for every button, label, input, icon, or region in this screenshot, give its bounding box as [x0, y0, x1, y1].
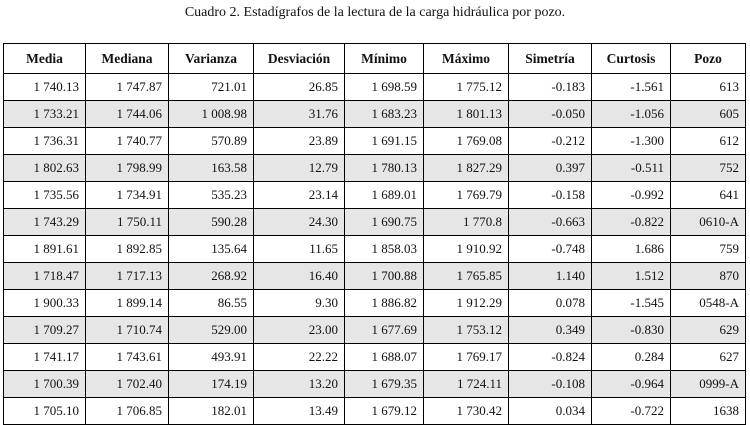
table-cell: 1 858.03: [345, 236, 424, 263]
table-cell: 1 679.12: [345, 398, 424, 425]
table-cell: 22.22: [254, 344, 345, 371]
table-cell: 1 710.74: [86, 317, 169, 344]
table-row: [4, 290, 746, 317]
table-cell: 752: [671, 155, 746, 182]
table-cell: 1 747.87: [86, 74, 169, 101]
table-cell: 1 700.88: [345, 263, 424, 290]
table-cell: 1 769.79: [424, 182, 509, 209]
table-cell: 1 886.82: [345, 290, 424, 317]
table-cell: 1 679.35: [345, 371, 424, 398]
table-cell: 174.19: [169, 371, 254, 398]
table-cell: 1 744.06: [86, 101, 169, 128]
table-cell: 0.284: [592, 344, 671, 371]
table-cell: -0.748: [509, 236, 592, 263]
table-cell: 23.00: [254, 317, 345, 344]
table-cell: 493.91: [169, 344, 254, 371]
table-cell: 1 899.14: [86, 290, 169, 317]
table-cell: 590.28: [169, 209, 254, 236]
table-cell: 1.686: [592, 236, 671, 263]
table-cell: 24.30: [254, 209, 345, 236]
table-cell: 570.89: [169, 128, 254, 155]
table-cell: 163.58: [169, 155, 254, 182]
table-cell: -1.056: [592, 101, 671, 128]
table-cell: 1 688.07: [345, 344, 424, 371]
table-cell: 1 891.61: [4, 236, 86, 263]
table-cell: 13.20: [254, 371, 345, 398]
table-cell: 1 717.13: [86, 263, 169, 290]
table-cell: -0.158: [509, 182, 592, 209]
table-row: [4, 182, 746, 209]
table-cell: 721.01: [169, 74, 254, 101]
table-cell: 0610-A: [671, 209, 746, 236]
table-cell: 0548-A: [671, 290, 746, 317]
table-row: [4, 101, 746, 128]
table-cell: 1 740.77: [86, 128, 169, 155]
table-body: [4, 74, 746, 425]
table-row: [4, 398, 746, 425]
table-row: [4, 371, 746, 398]
table-cell: -1.561: [592, 74, 671, 101]
table-cell: 1 008.98: [169, 101, 254, 128]
table-cell: 629: [671, 317, 746, 344]
table-row: [4, 74, 746, 101]
table-cell: 1 900.33: [4, 290, 86, 317]
table-row: [4, 209, 746, 236]
table-cell: 182.01: [169, 398, 254, 425]
table-cell: 26.85: [254, 74, 345, 101]
table-cell: 1 702.40: [86, 371, 169, 398]
table-row: [4, 155, 746, 182]
table-cell: 1 705.10: [4, 398, 86, 425]
table-cell: 0999-A: [671, 371, 746, 398]
table-row: [4, 263, 746, 290]
table-cell: 1 730.42: [424, 398, 509, 425]
table-cell: 1 775.12: [424, 74, 509, 101]
table-cell: 12.79: [254, 155, 345, 182]
table-cell: 135.64: [169, 236, 254, 263]
table-cell: 1 718.47: [4, 263, 86, 290]
table-cell: 1 691.15: [345, 128, 424, 155]
table-cell: 1 734.91: [86, 182, 169, 209]
table-cell: 1.512: [592, 263, 671, 290]
table-cell: 535.23: [169, 182, 254, 209]
table-cell: 613: [671, 74, 746, 101]
table-cell: 1 798.99: [86, 155, 169, 182]
table-cell: -0.992: [592, 182, 671, 209]
column-header: Simetría: [509, 44, 592, 74]
table-cell: 0.034: [509, 398, 592, 425]
table-cell: 1 741.17: [4, 344, 86, 371]
table-cell: 1 735.56: [4, 182, 86, 209]
table-cell: 1 743.29: [4, 209, 86, 236]
column-header: Mediana: [86, 44, 169, 74]
table-cell: 1 801.13: [424, 101, 509, 128]
table-cell: -1.300: [592, 128, 671, 155]
table-cell: 1 827.29: [424, 155, 509, 182]
table-row: [4, 236, 746, 263]
table-cell: 612: [671, 128, 746, 155]
table-cell: 870: [671, 263, 746, 290]
table-cell: 759: [671, 236, 746, 263]
table-row: [4, 344, 746, 371]
table-cell: 1 802.63: [4, 155, 86, 182]
table-cell: 1 769.17: [424, 344, 509, 371]
table-cell: 1 740.13: [4, 74, 86, 101]
table-cell: 13.49: [254, 398, 345, 425]
column-header: Pozo: [671, 44, 746, 74]
table-cell: 605: [671, 101, 746, 128]
table-cell: 1 690.75: [345, 209, 424, 236]
table-cell: 1638: [671, 398, 746, 425]
table-cell: -0.212: [509, 128, 592, 155]
table-cell: 1 724.11: [424, 371, 509, 398]
table-cell: 641: [671, 182, 746, 209]
table-row: [4, 128, 746, 155]
table-cell: 0.397: [509, 155, 592, 182]
table-cell: -0.964: [592, 371, 671, 398]
table-caption: Cuadro 2. Estadígrafos de la lectura de la carga hidráulica por pozo.: [184, 5, 566, 20]
table-cell: 9.30: [254, 290, 345, 317]
table-cell: 1 736.31: [4, 128, 86, 155]
table-cell: 1 892.85: [86, 236, 169, 263]
table-cell: 1 698.59: [345, 74, 424, 101]
table-cell: 11.65: [254, 236, 345, 263]
table-cell: -0.108: [509, 371, 592, 398]
table-cell: -0.183: [509, 74, 592, 101]
table-cell: -0.822: [592, 209, 671, 236]
table-cell: 1 910.92: [424, 236, 509, 263]
table-cell: 1 912.29: [424, 290, 509, 317]
table-cell: 31.76: [254, 101, 345, 128]
table-cell: 1 780.13: [345, 155, 424, 182]
table-cell: 1 706.85: [86, 398, 169, 425]
table-cell: 23.89: [254, 128, 345, 155]
table-cell: 16.40: [254, 263, 345, 290]
table-cell: 0.349: [509, 317, 592, 344]
table-cell: -0.663: [509, 209, 592, 236]
table-cell: -0.511: [592, 155, 671, 182]
column-header: Mínimo: [345, 44, 424, 74]
table-cell: 1 743.61: [86, 344, 169, 371]
table-cell: 529.00: [169, 317, 254, 344]
table-cell: -0.050: [509, 101, 592, 128]
statistics-table: [3, 43, 746, 425]
table-cell: 86.55: [169, 290, 254, 317]
table-cell: 1 770.8: [424, 209, 509, 236]
table-cell: 268.92: [169, 263, 254, 290]
column-header: Máximo: [424, 44, 509, 74]
table-cell: -0.830: [592, 317, 671, 344]
table-cell: 1 709.27: [4, 317, 86, 344]
table-cell: 627: [671, 344, 746, 371]
table-cell: -0.824: [509, 344, 592, 371]
column-header: Media: [4, 44, 86, 74]
column-header: Varianza: [169, 44, 254, 74]
table-cell: 1 700.39: [4, 371, 86, 398]
table-cell: 1 689.01: [345, 182, 424, 209]
table-cell: 1 765.85: [424, 263, 509, 290]
table-cell: 1 733.21: [4, 101, 86, 128]
header-row: [4, 44, 746, 74]
table-cell: 0.078: [509, 290, 592, 317]
column-header: Desviación: [254, 44, 345, 74]
table-cell: 23.14: [254, 182, 345, 209]
table-cell: 1 769.08: [424, 128, 509, 155]
table-cell: 1 683.23: [345, 101, 424, 128]
table-cell: 1 677.69: [345, 317, 424, 344]
table-cell: 1 750.11: [86, 209, 169, 236]
column-header: Curtosis: [592, 44, 671, 74]
table-cell: 1 753.12: [424, 317, 509, 344]
table-cell: 1.140: [509, 263, 592, 290]
table-cell: -0.722: [592, 398, 671, 425]
table-row: [4, 317, 746, 344]
table-cell: -1.545: [592, 290, 671, 317]
